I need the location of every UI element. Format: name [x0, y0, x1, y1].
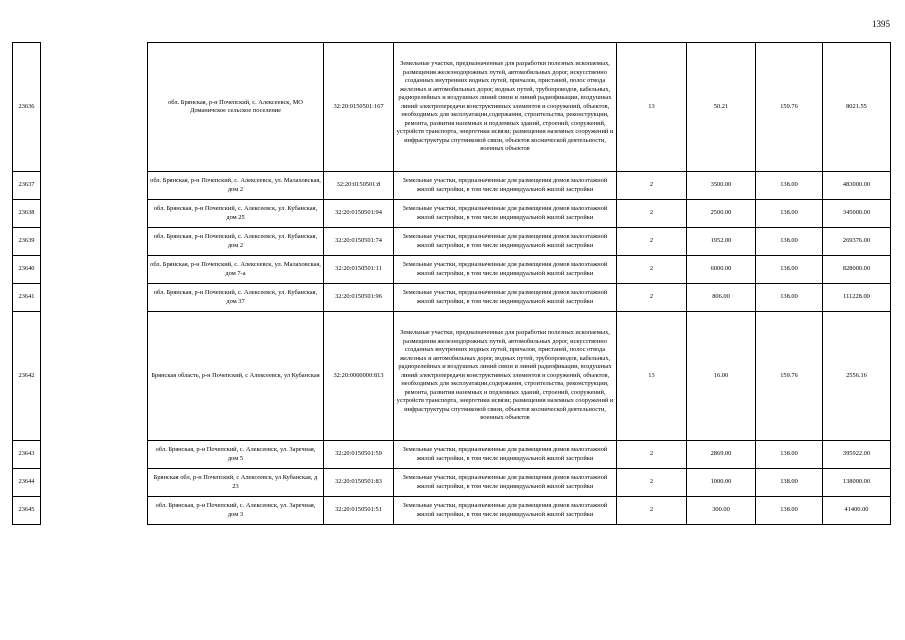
land-use-purpose-cell: Земельные участки, предназначенные для размещения домов малоэтажной жилой застройки, в том числе индивидуальной жилой застройки: [394, 469, 617, 497]
table-row: [13, 497, 891, 525]
table-row: [13, 469, 891, 497]
gap-cell: [41, 284, 148, 312]
table-row: [13, 256, 891, 284]
gap-cell: [41, 256, 148, 284]
cadastral-number-cell: 32:20:0150501:11: [324, 256, 394, 284]
area-cell: 2869.00: [687, 441, 756, 469]
cadastral-rate-cell: 138.00: [756, 441, 823, 469]
address-cell: обл. Брянская, р-н Почепский, с. Алексеевск, ул. Кубанская, дом 25: [148, 200, 324, 228]
cadastral-number-cell: 32:20:0150501:74: [324, 228, 394, 256]
cadastral-number-cell: 32:20:0150501:83: [324, 469, 394, 497]
address-cell: Брянская область, р-н Почепский, с Алексеевск, ул Кубанская: [148, 312, 324, 441]
land-registry-table: [12, 42, 891, 525]
cadastral-value-cell: 138000.00: [823, 469, 891, 497]
use-group-cell: 2: [617, 200, 687, 228]
area-cell: 50.21: [687, 43, 756, 172]
area-cell: 1952.00: [687, 228, 756, 256]
land-use-purpose-cell: Земельные участки, предназначенные для размещения домов малоэтажной жилой застройки, в том числе индивидуальной жилой застройки: [394, 284, 617, 312]
use-group-cell: 2: [617, 284, 687, 312]
row-id-cell: 23642: [13, 312, 41, 441]
cadastral-number-cell: 32:20:0000000:813: [324, 312, 394, 441]
table-row: [13, 43, 891, 172]
row-id-cell: 23636: [13, 43, 41, 172]
address-cell: обл. Брянская, р-н Почепский, с. Алексеевск, ул. Заречная, дом 5: [148, 441, 324, 469]
table-row: [13, 312, 891, 441]
table-row: [13, 172, 891, 200]
row-id-cell: 23641: [13, 284, 41, 312]
address-cell: обл. Брянская, р-н Почепский, с. Алексеевск, ул. Кубанская, дом 37: [148, 284, 324, 312]
row-id-cell: 23637: [13, 172, 41, 200]
gap-cell: [41, 312, 148, 441]
use-group-cell: 2: [617, 469, 687, 497]
use-group-cell: 2: [617, 256, 687, 284]
land-use-purpose-cell: Земельные участки, предназначенные для разработки полезных ископаемых, размещения железнодорожных путей, автомобильных дорог, искусственно созданных внутренних водных путей, причалов, пристаней, полос отвода железных и автомобильных дорог, водных путей, трубопроводов, кабельных, радиорелейных и воздушных линий связи и линий радиофикации, воздушных линий электропередачи конструктивных элементов и сооружений, объектов, необходимых для эксплуатации,содержания, строительства, реконструкции, ремонта, развития наземных и подземных зданий, строений, сооружений, устройств транспорта, энергетики исвязи; размещения наземных сооружений и инфраструктуры спутниковой связи, объектов космической деятельности, военных объектов: [394, 43, 617, 172]
cadastral-rate-cell: 138.00: [756, 497, 823, 525]
area-cell: 6000.00: [687, 256, 756, 284]
area-cell: 2500.00: [687, 200, 756, 228]
land-use-purpose-cell: Земельные участки, предназначенные для размещения домов малоэтажной жилой застройки, в том числе индивидуальной жилой застройки: [394, 172, 617, 200]
use-group-cell: 2: [617, 172, 687, 200]
address-cell: Брянская обл, р-н Почепский, с Алексеевск, ул Кубанская, д 23: [148, 469, 324, 497]
row-id-cell: 23639: [13, 228, 41, 256]
use-group-cell: 13: [617, 312, 687, 441]
land-use-purpose-cell: Земельные участки, предназначенные для размещения домов малоэтажной жилой застройки, в том числе индивидуальной жилой застройки: [394, 200, 617, 228]
use-group-cell: 2: [617, 228, 687, 256]
cadastral-rate-cell: 138.00: [756, 200, 823, 228]
gap-cell: [41, 172, 148, 200]
page-number: 1395: [872, 19, 890, 29]
cadastral-value-cell: 345000.00: [823, 200, 891, 228]
use-group-cell: 2: [617, 497, 687, 525]
cadastral-value-cell: 41400.00: [823, 497, 891, 525]
gap-cell: [41, 441, 148, 469]
cadastral-value-cell: 828000.00: [823, 256, 891, 284]
address-cell: обл. Брянская, р-н Почепский, с. Алексеевск, МО Доманичское сельское поселение: [148, 43, 324, 172]
cadastral-value-cell: 269376.00: [823, 228, 891, 256]
area-cell: 806.00: [687, 284, 756, 312]
address-cell: обл. Брянская, р-н Почепский, с. Алексеевск, ул. Малаховская, дом 7-а: [148, 256, 324, 284]
address-cell: обл. Брянская, р-н Почепский, с. Алексеевск, ул. Малаховская, дом 2: [148, 172, 324, 200]
cadastral-value-cell: 2556.16: [823, 312, 891, 441]
gap-cell: [41, 497, 148, 525]
use-group-cell: 2: [617, 441, 687, 469]
gap-cell: [41, 43, 148, 172]
row-id-cell: 23644: [13, 469, 41, 497]
cadastral-rate-cell: 159.76: [756, 43, 823, 172]
cadastral-rate-cell: 138.00: [756, 469, 823, 497]
row-id-cell: 23643: [13, 441, 41, 469]
cadastral-rate-cell: 159.76: [756, 312, 823, 441]
cadastral-number-cell: 32:20:0150501:59: [324, 441, 394, 469]
gap-cell: [41, 200, 148, 228]
address-cell: обл. Брянская, р-н Почепский, с. Алексеевск, ул. Кубанская, дом 2: [148, 228, 324, 256]
table-row: [13, 228, 891, 256]
row-id-cell: 23638: [13, 200, 41, 228]
cadastral-value-cell: 8021.55: [823, 43, 891, 172]
cadastral-value-cell: 111228.00: [823, 284, 891, 312]
area-cell: 1000.00: [687, 469, 756, 497]
cadastral-value-cell: 483000.00: [823, 172, 891, 200]
cadastral-rate-cell: 138.00: [756, 228, 823, 256]
land-use-purpose-cell: Земельные участки, предназначенные для размещения домов малоэтажной жилой застройки, в том числе индивидуальной жилой застройки: [394, 497, 617, 525]
cadastral-rate-cell: 138.00: [756, 284, 823, 312]
use-group-cell: 13: [617, 43, 687, 172]
table-row: [13, 284, 891, 312]
area-cell: 300.00: [687, 497, 756, 525]
cadastral-rate-cell: 138.00: [756, 172, 823, 200]
land-use-purpose-cell: Земельные участки, предназначенные для размещения домов малоэтажной жилой застройки, в том числе индивидуальной жилой застройки: [394, 228, 617, 256]
land-use-purpose-cell: Земельные участки, предназначенные для разработки полезных ископаемых, размещения железнодорожных путей, автомобильных дорог, искусственно созданных внутренних водных путей, причалов, пристаней, полос отвода железных и автомобильных дорог, водных путей, трубопроводов, кабельных, радиорелейных и воздушных линий связи и линий радиофикации, воздушных линий электропередачи конструктивных элементов и сооружений, объектов, необходимых для эксплуатации,содержания, строительства, реконструкции, ремонта, развития наземных и подземных зданий, строений, сооружений, устройств транспорта, энергетики исвязи; размещения наземных сооружений и инфраструктуры спутниковой связи, объектов космической деятельности, военных объектов: [394, 312, 617, 441]
area-cell: 16.00: [687, 312, 756, 441]
cadastral-number-cell: 32:20:0150501:167: [324, 43, 394, 172]
table-row: [13, 441, 891, 469]
cadastral-number-cell: 32:20:0150501:96: [324, 284, 394, 312]
cadastral-number-cell: 32:20:0150501:8: [324, 172, 394, 200]
gap-cell: [41, 228, 148, 256]
address-cell: обл. Брянская, р-н Почепский, с. Алексеевск, ул. Заречная, дом 3: [148, 497, 324, 525]
table-row: [13, 200, 891, 228]
gap-cell: [41, 469, 148, 497]
cadastral-number-cell: 32:20:0150501:94: [324, 200, 394, 228]
cadastral-value-cell: 395922.00: [823, 441, 891, 469]
area-cell: 3500.00: [687, 172, 756, 200]
cadastral-rate-cell: 138.00: [756, 256, 823, 284]
row-id-cell: 23645: [13, 497, 41, 525]
cadastral-number-cell: 32:20:0150501:51: [324, 497, 394, 525]
row-id-cell: 23640: [13, 256, 41, 284]
registry-rows: [13, 43, 891, 525]
land-use-purpose-cell: Земельные участки, предназначенные для размещения домов малоэтажной жилой застройки, в том числе индивидуальной жилой застройки: [394, 441, 617, 469]
land-use-purpose-cell: Земельные участки, предназначенные для размещения домов малоэтажной жилой застройки, в том числе индивидуальной жилой застройки: [394, 256, 617, 284]
